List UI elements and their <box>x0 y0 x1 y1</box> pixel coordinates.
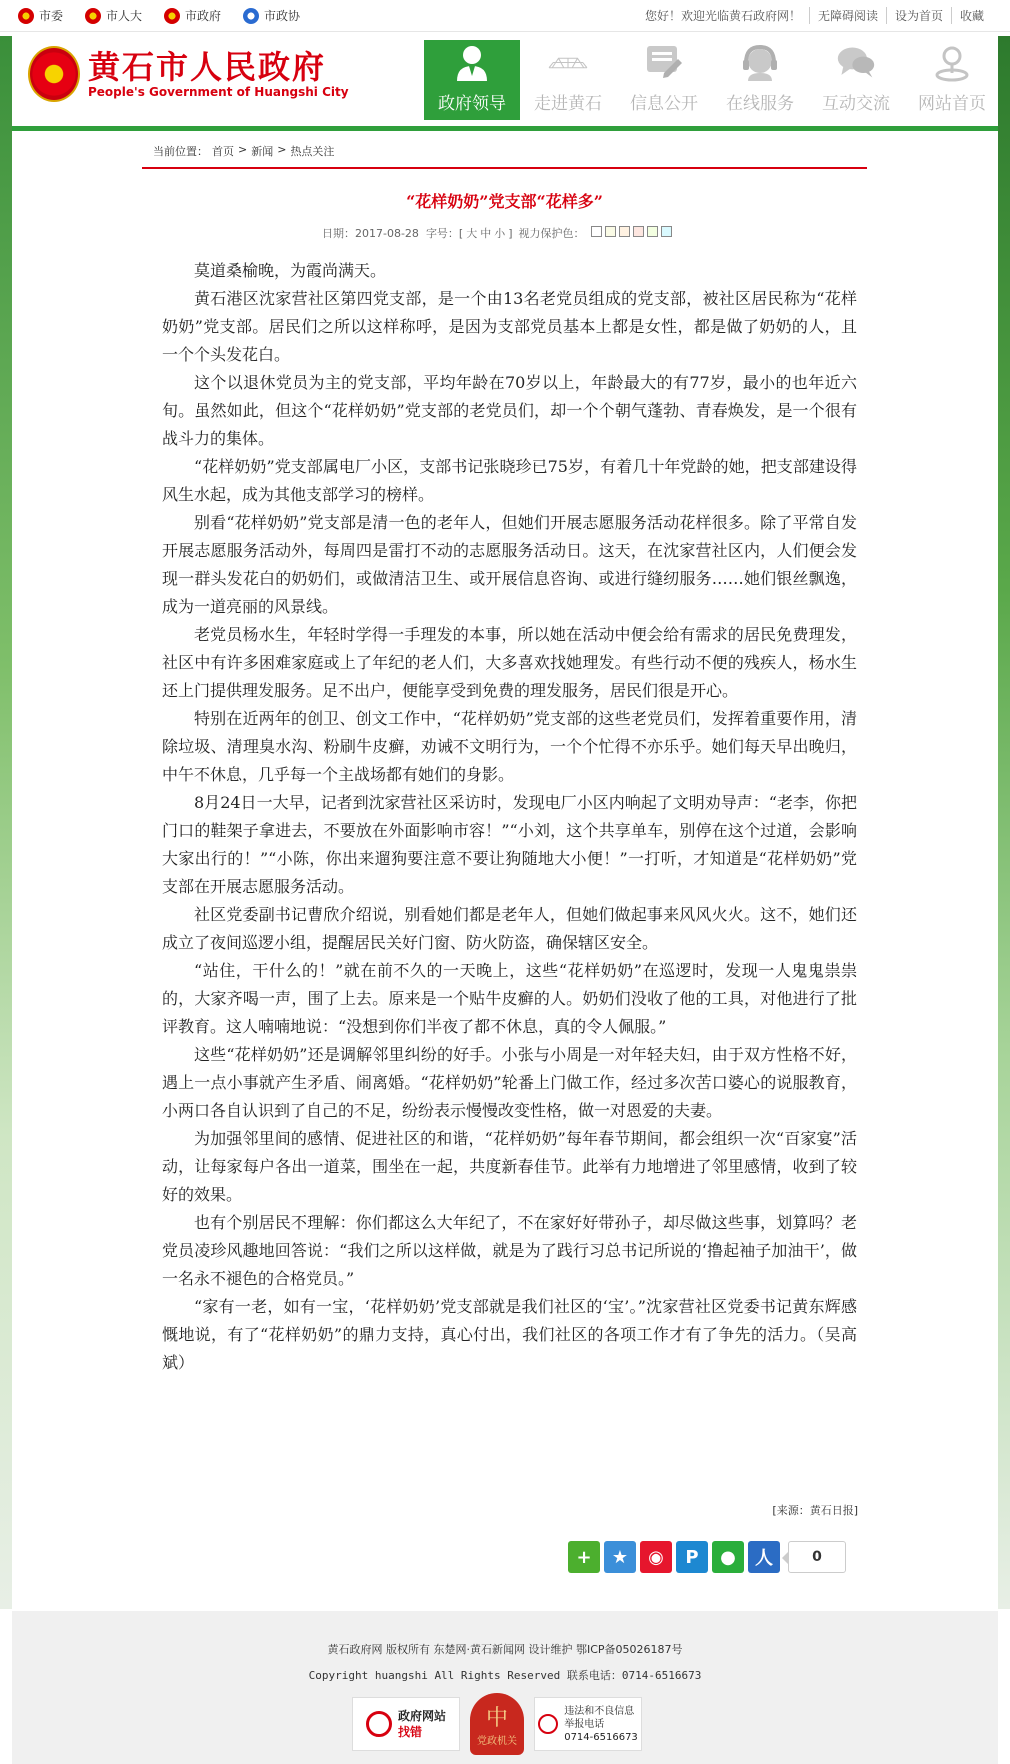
article-paragraph: 这个以退休党员为主的党支部，平均年龄在70岁以上，年龄最大的有77岁，最小的也年近六旬。虽然如此，但这个“花样奶奶”党支部的老党员们，却一个个朝气蓬勃、青春焕发，是一个很有战斗力的集体。 <box>162 373 857 448</box>
chat-icon <box>836 43 876 83</box>
article-meta: 日期：2017-08-28 字号：[ 大 中 小 ] 视力保护色： <box>322 225 672 241</box>
article-paragraph: 黄石港区沈家营社区第四党支部，是一个由13名老党员组成的党支部，被社区居民称为“花样奶奶”党支部。居民们之所以这样称呼，是因为支部党员基本上都是女性，都是做了奶奶的人，且一个个头发花白。 <box>162 289 857 364</box>
article-paragraph: “家有一老，如有一宝，‘花样奶奶’党支部就是我们社区的‘宝’。”沈家营社区党委书记黄东辉感慨地说，有了“花样奶奶”的鼎力支持，真心付出，我们社区的各项工作才有了争先的活力。（吴高斌） <box>162 1297 857 1372</box>
footer-copyright-cn: 黄石政府网 版权所有 东楚网·黄石新闻网 设计维护 鄂ICP备05026187号 <box>327 1643 683 1656</box>
breadcrumb-news[interactable]: 新闻 <box>251 145 274 158</box>
welcome-text: 您好！欢迎光临黄石政府网！ <box>644 9 801 23</box>
accessible-reading-link[interactable]: 无障碍阅读 <box>809 7 886 24</box>
article-body <box>162 257 857 1377</box>
article-paragraph: 8月24日一大早，记者到沈家营社区采访时，发现电厂小区内响起了文明劝导声：“老李，你把门口的鞋架子拿进去，不要放在外面影响市容！”“小刘，这个共享单车，别停在这个过道，会影响大家出行的！”“小陈，你出来遛狗要注意不要让狗随地大小便！”一打听，才知道是“花样奶奶”党支部在开展志愿服务活动。 <box>162 793 857 896</box>
nav-info-disclosure[interactable]: 信息公开 <box>616 40 712 120</box>
plus-icon[interactable]: + <box>568 1541 600 1573</box>
magnifier-icon <box>366 1711 392 1737</box>
home-pin-icon <box>932 43 972 83</box>
favorite-link[interactable]: 收藏 <box>951 7 992 24</box>
eye-color-swatch[interactable] <box>633 226 644 237</box>
national-emblem-icon <box>85 8 101 24</box>
top-link-government[interactable]: 市政府 <box>164 7 221 24</box>
nav-interaction[interactable]: 互动交流 <box>808 40 904 120</box>
top-link-congress[interactable]: 市人大 <box>85 7 142 24</box>
font-size-small[interactable]: 小 <box>494 227 506 240</box>
person-icon <box>452 43 492 83</box>
article-paragraph: “站住，干什么的！”就在前不久的一天晚上，这些“花样奶奶”在巡逻时，发现一人鬼鬼祟祟的，大家齐喝一声，围了上去。原来是一个贴牛皮癣的人。奶奶们没收了他的工具，对他进行了批评教育。这人喃喃地说：“没想到你们半夜了都不休息，真的令人佩服。” <box>162 961 857 1036</box>
footer-copyright-en: Copyright huangshi All Rights Reserved 联系电话：0714-6516673 <box>308 1669 702 1682</box>
breadcrumb: 当前位置： 首页 > 新闻 > 热点关注 <box>153 143 335 158</box>
nav-enter-huangshi[interactable]: 走进黄石 <box>520 40 616 120</box>
site-footer <box>12 1611 998 1764</box>
eye-protection-swatches <box>588 226 672 240</box>
eye-color-swatch[interactable] <box>661 226 672 237</box>
main-content <box>12 131 998 1611</box>
top-link-cppcc[interactable]: 市政协 <box>243 7 300 24</box>
party-emblem-icon <box>18 8 34 24</box>
article-paragraph: 特别在近两年的创卫、创文工作中，“花样奶奶”党支部的这些老党员们，发挥着重要作用，清除垃圾、清理臭水沟、粉刷牛皮癣，劝诫不文明行为，一个个忙得不亦乐乎。她们每天早出晚归，中午不休息，几乎每一个主战场都有她们的身影。 <box>162 709 857 784</box>
eye-color-swatch[interactable] <box>591 226 602 237</box>
nav-online-service[interactable]: 在线服务 <box>712 40 808 120</box>
renren-icon[interactable]: 人 <box>748 1541 780 1573</box>
article-paragraph: 莫道桑榆晚，为霞尚满天。 <box>194 261 387 280</box>
article-source: [来源：黄石日报] <box>772 1504 858 1517</box>
left-decor-strip <box>0 36 12 1609</box>
national-emblem-icon <box>164 8 180 24</box>
article-paragraph: 为加强邻里间的感情、促进社区的和谐，“花样奶奶”每年春节期间，都会组织一次“百家宴”活动，让每家每户各出一道菜，围坐在一起，共度新春佳节。此举有力地增进了邻里感情，收到了较好的效果。 <box>162 1129 857 1204</box>
party-gov-emblem-icon: 中 <box>485 1706 508 1731</box>
illegal-info-report-badge[interactable]: 违法和不良信息 举报电话 0714-6516673 <box>534 1697 642 1751</box>
article-paragraph: 别看“花样奶奶”党支部是清一色的老年人，但她们开展志愿服务活动花样很多。除了平常自发开展志愿服务活动外，每周四是雷打不动的志愿服务活动日。这天，在沈家营社区内，人们便会发现一群头发花白的奶奶们，或做清洁卫生、或开展信息咨询、或进行缝纫服务……她们银丝飘逸，成为一道亮丽的风景线。 <box>162 513 857 616</box>
main-nav <box>424 40 1000 120</box>
tencent-weibo-icon[interactable]: P <box>676 1541 708 1573</box>
nav-gov-leaders[interactable]: 政府领导 <box>424 40 520 120</box>
site-logo[interactable] <box>28 46 349 102</box>
national-emblem-icon <box>28 46 80 102</box>
article-title: “花样奶奶”党支部“花样多” <box>406 192 603 211</box>
article-paragraph: 老党员杨水生，年轻时学得一手理发的本事，所以她在活动中便会给有需求的居民免费理发，社区中有许多困难家庭或上了年纪的老人们，大多喜欢找她理发。有些行动不便的残疾人，杨水生还上门提供理发服务。足不出户，便能享受到免费的理发服务，居民们很是开心。 <box>162 625 857 700</box>
eye-color-swatch[interactable] <box>619 226 630 237</box>
party-gov-badge[interactable]: 中 党政机关 <box>470 1693 524 1755</box>
eye-color-swatch[interactable] <box>605 226 616 237</box>
qzone-icon[interactable]: ★ <box>604 1541 636 1573</box>
article-paragraph: 社区党委副书记曹欣介绍说，别看她们都是老年人，但她们做起事来风风火火。这不，她们还成立了夜间巡逻小组，提醒居民关好门窗、防火防盗，确保辖区安全。 <box>162 905 857 952</box>
set-home-link[interactable]: 设为首页 <box>886 7 951 24</box>
bridge-icon <box>548 43 588 83</box>
top-links <box>18 7 300 24</box>
font-size-large[interactable]: 大 <box>466 227 478 240</box>
cppcc-emblem-icon <box>243 8 259 24</box>
wechat-icon[interactable]: ● <box>712 1541 744 1573</box>
site-title-en: People's Government of Huangshi City <box>88 85 349 99</box>
top-right-links <box>637 7 992 24</box>
font-size-medium[interactable]: 中 <box>480 227 492 240</box>
right-decor-strip <box>998 36 1010 1609</box>
share-bar <box>568 1541 846 1573</box>
eye-color-swatch[interactable] <box>647 226 658 237</box>
share-count: 0 <box>788 1541 846 1573</box>
footer-badges <box>352 1693 642 1755</box>
nav-home[interactable]: 网站首页 <box>904 40 1000 120</box>
site-header <box>12 36 998 126</box>
article-paragraph: “花样奶奶”党支部属电厂小区，支部书记张晓珍已75岁，有着几十年党龄的她，把支部建设得风生水起，成为其他支部学习的榜样。 <box>162 457 857 504</box>
site-title-cn: 黄石市人民政府 <box>88 48 327 86</box>
document-icon <box>644 43 684 83</box>
top-link-party[interactable]: 市委 <box>18 7 63 24</box>
article-date: 日期：2017-08-28 <box>322 227 419 240</box>
breadcrumb-home[interactable]: 首页 <box>212 145 234 158</box>
article-paragraph: 也有个别居民不理解：你们都这么大年纪了，不在家好好带孙子，却尽做这些事，划算吗？老党员凌珍风趣地回答说：“我们之所以这样做，就是为了践行习总书记所说的‘撸起袖子加油干’，做一名永不褪色的合格党员。” <box>162 1213 857 1288</box>
weibo-icon[interactable]: ◉ <box>640 1541 672 1573</box>
gov-site-error-report-badge[interactable]: 政府网站 找错 <box>352 1697 460 1751</box>
top-bar <box>0 0 1010 32</box>
phone-icon <box>538 1714 558 1734</box>
headset-icon <box>740 43 780 83</box>
article-paragraph: 这些“花样奶奶”还是调解邻里纠纷的好手。小张与小周是一对年轻夫妇，由于双方性格不好，遇上一点小事就产生矛盾、闹离婚。“花样奶奶”轮番上门做工作，经过多次苦口婆心的说服教育，小两口各自认识到了自己的不足，纷纷表示慢慢改变性格，做一对恩爱的夫妻。 <box>162 1045 857 1120</box>
breadcrumb-divider <box>142 167 867 169</box>
breadcrumb-hot-topics[interactable]: 热点关注 <box>290 145 335 158</box>
